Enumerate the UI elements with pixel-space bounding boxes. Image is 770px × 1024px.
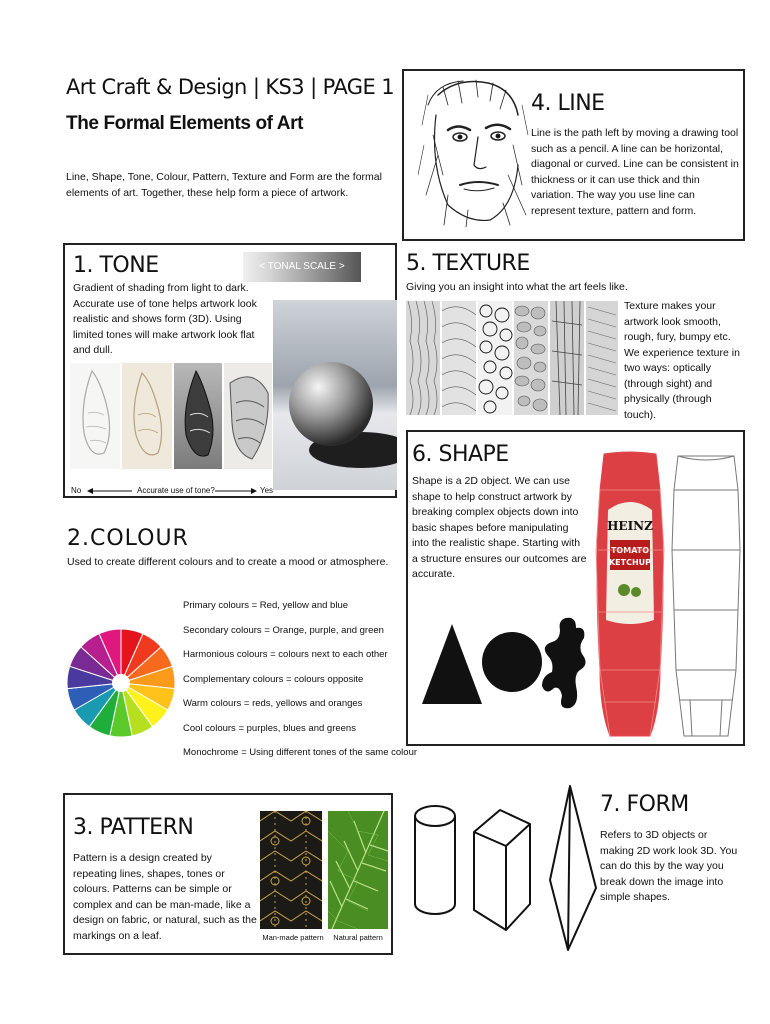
tone-section [63,243,397,498]
colour-definition: Warm colours = reds, yellows and oranges [183,698,363,709]
intro-text: Line, Shape, Tone, Colour, Pattern, Texture and Form are the formal elements of art. Together, these help form a piece of artwork. [66,171,382,199]
colour-section [63,520,418,780]
colour-definition: Complementary colours = colours opposite [183,673,364,685]
colour-wheel [65,583,177,783]
shape-heading: 6. SHAPE [412,442,509,467]
colour-wheel-center [112,674,130,692]
circle-shape [482,632,542,692]
natural-pattern-image [328,811,388,929]
form-shapes [408,780,598,955]
shell-drawing-3 [174,363,222,469]
cylinder-top [415,806,455,826]
caption-natural: Natural pattern [333,933,383,942]
tonal-scale-label: < TONAL SCALE > [259,261,345,272]
pattern-text: Pattern is a design created by repeating lines, shapes, tones or colours. Patterns can be simple or complex and can be man-made, like a design on fabric, or natural, such as the markings on a leaf. [73,852,257,942]
colour-definitions [183,594,418,766]
shell-drawing-2 [122,363,172,469]
colour-definition: Cool colours = purples, blues and greens [183,722,356,734]
tone-scale-no: No [71,486,82,495]
texture-section [402,243,745,428]
form-heading: 7. FORM [600,792,689,817]
ketchup-bottle [594,450,666,742]
cube [474,810,530,930]
blob-shape [542,618,586,709]
tone-text: Gradient of shading from light to dark. Accurate use of tone helps artwork look realistic and shows form (3D). Using limited tones will make artwork look flat and dull. [73,282,257,356]
texture-subtitle: Giving you an insight into what the art feels like. [406,281,628,293]
form-text: Refers to 3D objects or making 2D work look 3D. You can do this by the way you break down the image into simple shapes. [600,829,738,903]
shell-drawing-4 [224,363,272,469]
caption-manmade: Man-made pattern [262,933,324,942]
texture-text: Texture makes your artwork look smooth, rough, fury, bumpy etc. We experience texture in two ways: optically (through sight) and physically (through touch). [624,300,740,421]
colour-heading: 2.COLOUR [67,526,189,551]
bottle-brand: HEINZ [607,519,653,533]
line-section [402,69,745,241]
tone-scale-yes: Yes [260,486,274,495]
shape-text: Shape is a 2D object. We can use shape to help construct artwork by breaking complex objects down into basic shapes before manipulating into the realistic shape. Starting with a structure ensures our outcomes are accurate. [412,475,587,580]
pattern-heading: 3. PATTERN [73,815,194,840]
shape-section [406,430,745,746]
bottle-wireframe [670,450,742,742]
tone-heading: 1. TONE [73,253,159,278]
line-text: Line is the path left by moving a drawing tool such as a pencil. A line can be horizontal, diagonal or curved. Line can be consistent in thickness or it can use thick and thin variation. The way you use line can represent texture, pattern and form. [531,127,739,217]
shell-drawing-1 [70,363,120,469]
line-heading: 4. LINE [531,91,605,116]
header-course: Art Craft & Design | KS3 | PAGE 1 [66,75,394,99]
shape-silhouettes [420,612,590,722]
colour-definition: Monochrome = Using different tones of the same colour [183,747,418,758]
texture-swatches [406,301,618,415]
colour-definition: Harmonious colours = colours next to each other [183,649,388,660]
line-face-drawing [418,75,530,227]
tonal-scale [243,252,361,282]
bottle-label-line1: TOMATO [610,546,650,555]
tone-scale-question: Accurate use of tone? [137,486,215,495]
texture-heading: 5. TEXTURE [406,251,530,276]
colour-definition: Primary colours = Red, yellow and blue [183,600,349,611]
page-title: The Formal Elements of Art [66,113,303,134]
pyramid [550,786,596,950]
manmade-pattern-image [260,811,322,929]
pattern-section [63,793,393,955]
form-section [400,780,745,960]
colour-subtitle: Used to create different colours and to create a mood or atmosphere. [67,556,389,568]
colour-definition: Secondary colours = Orange, purple, and green [183,624,384,636]
triangle-shape [422,624,482,704]
sphere-drawing [273,300,397,490]
cylinder-body [415,816,455,914]
bottle-label-line2: KETCHUP [608,558,652,567]
